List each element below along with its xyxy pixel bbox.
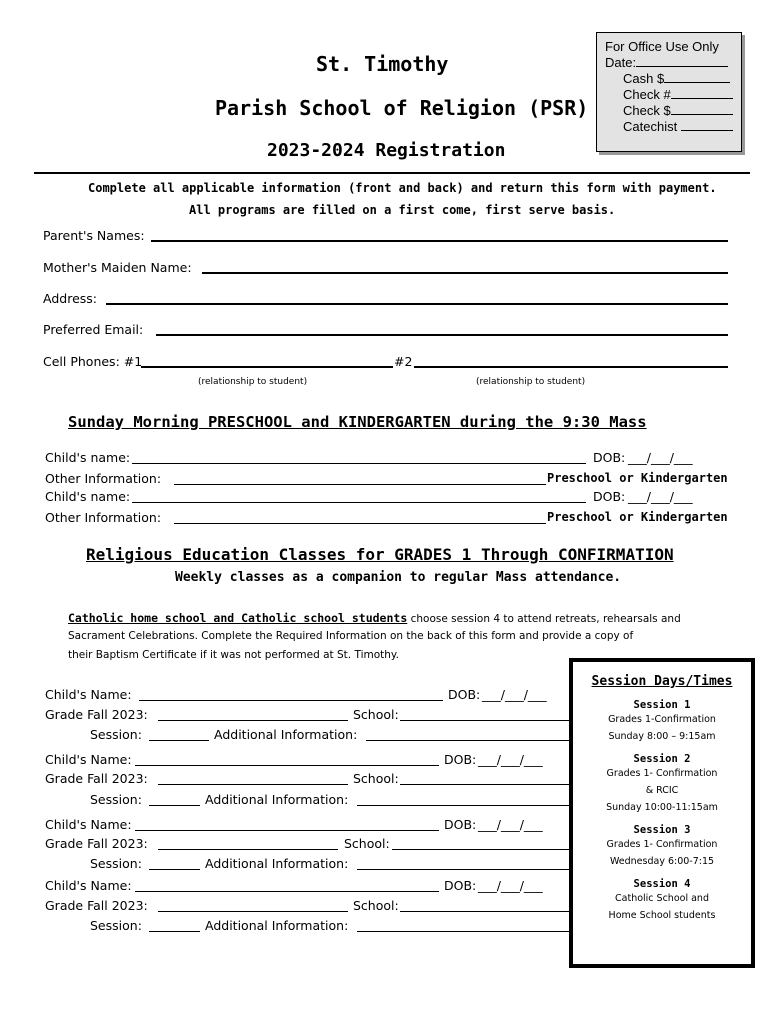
session-4-line-2: Home School students <box>608 910 716 921</box>
student-4-additional-field[interactable] <box>357 931 570 932</box>
cell-phone-2-field[interactable] <box>414 366 728 368</box>
office-cash-field[interactable] <box>664 82 730 83</box>
student-2-dob-field[interactable]: ___/___/___ <box>478 752 543 767</box>
preschool-dob-2-field[interactable]: ___/___/___ <box>628 489 693 504</box>
student-1-name-field[interactable] <box>139 700 443 701</box>
student-4-grade-label: Grade Fall 2023: <box>45 898 148 913</box>
session-2-line-3: Sunday 10:00-11:15am <box>606 802 718 813</box>
religious-note-line-3: their Baptism Certificate if it was not performed at St. Timothy. <box>68 649 399 661</box>
student-1-name-label: Child's Name: <box>45 687 132 702</box>
student-4-name-label: Child's Name: <box>45 878 132 893</box>
office-date-label: Date: <box>605 55 637 70</box>
student-4-school-label: School: <box>353 898 399 913</box>
preschool-dob-1-field[interactable]: ___/___/___ <box>628 450 693 465</box>
session-times-box <box>569 658 755 968</box>
religious-ed-heading: Religious Education Classes for GRADES 1 Through CONFIRMATION <box>86 545 674 564</box>
email-field[interactable] <box>156 334 728 336</box>
student-4-dob-field[interactable]: ___/___/___ <box>478 878 543 893</box>
office-check-no-field[interactable] <box>671 98 733 99</box>
student-2-additional-label: Additional Information: <box>205 792 349 807</box>
student-1-additional-label: Additional Information: <box>214 727 358 742</box>
session-2-name: Session 2 <box>633 753 691 765</box>
preschool-dob-1-label: DOB: <box>593 450 626 465</box>
preschool-heading: Sunday Morning PRESCHOOL and KINDERGARTEN during the 9:30 Mass <box>68 413 647 431</box>
student-2-name-label: Child's Name: <box>45 752 132 767</box>
office-catechist-field[interactable] <box>681 130 733 131</box>
preschool-option-2[interactable]: Preschool or Kindergarten <box>547 510 728 524</box>
address-label: Address: <box>43 291 97 306</box>
office-check-amt-label: Check $ <box>623 103 671 118</box>
student-2-additional-field[interactable] <box>357 805 570 806</box>
religious-note-rest: choose session 4 to attend retreats, rehearsals and <box>407 613 681 625</box>
student-4-session-field[interactable] <box>149 931 200 932</box>
email-label: Preferred Email: <box>43 322 144 337</box>
office-date-field[interactable] <box>636 66 728 67</box>
religious-note-line-2: Sacrament Celebrations. Complete the Required Information on the back of this form and provide a copy of <box>68 630 634 642</box>
preschool-child-2-field[interactable] <box>132 502 586 503</box>
session-4-name: Session 4 <box>633 878 691 890</box>
maiden-name-label: Mother's Maiden Name: <box>43 260 192 275</box>
relationship-hint-2: (relationship to student) <box>476 377 586 387</box>
session-2-line-1: Grades 1- Confirmation <box>606 768 718 779</box>
student-2-grade-field[interactable] <box>158 784 348 785</box>
student-1-dob-label: DOB: <box>448 687 481 702</box>
student-3-additional-label: Additional Information: <box>205 856 349 871</box>
student-4-additional-label: Additional Information: <box>205 918 349 933</box>
student-1-school-label: School: <box>353 707 399 722</box>
preschool-other-1-label: Other Information: <box>45 471 162 486</box>
program-name: Parish School of Religion (PSR) <box>215 96 589 120</box>
student-3-session-label: Session: <box>90 856 142 871</box>
student-3-name-field[interactable] <box>135 830 439 831</box>
student-2-school-field[interactable] <box>400 784 570 785</box>
preschool-option-1[interactable]: Preschool or Kindergarten <box>547 471 728 485</box>
office-check-amt-field[interactable] <box>671 114 733 115</box>
religious-note-line-1 <box>68 611 681 625</box>
header-divider <box>34 172 750 174</box>
student-3-name-label: Child's Name: <box>45 817 132 832</box>
student-4-grade-field[interactable] <box>158 911 348 912</box>
preschool-other-2-field[interactable] <box>174 523 546 524</box>
student-3-dob-label: DOB: <box>444 817 477 832</box>
intro-line-1: Complete all applicable information (front and back) and return this form with payment. <box>88 181 717 195</box>
cell-phone-1-field[interactable] <box>141 366 393 368</box>
preschool-other-1-field[interactable] <box>174 484 546 485</box>
intro-line-2: All programs are filled on a first come, first serve basis. <box>189 203 616 217</box>
session-1-line-1: Grades 1-Confirmation <box>608 714 716 725</box>
student-1-dob-field[interactable]: ___/___/___ <box>482 687 547 702</box>
school-name: St. Timothy <box>316 52 449 76</box>
student-4-school-field[interactable] <box>400 911 570 912</box>
session-1-name: Session 1 <box>633 699 691 711</box>
student-2-name-field[interactable] <box>135 765 439 766</box>
session-4-line-1: Catholic School and <box>615 893 709 904</box>
office-cash-label: Cash $ <box>623 71 665 86</box>
student-2-grade-label: Grade Fall 2023: <box>45 771 148 786</box>
student-4-session-label: Session: <box>90 918 142 933</box>
student-2-session-field[interactable] <box>149 805 200 806</box>
student-2-dob-label: DOB: <box>444 752 477 767</box>
office-check-no-label: Check # <box>623 87 671 102</box>
session-3-name: Session 3 <box>633 824 691 836</box>
student-3-dob-field[interactable]: ___/___/___ <box>478 817 543 832</box>
session-3-line-1: Grades 1- Confirmation <box>606 839 718 850</box>
session-times-title: Session Days/Times <box>591 674 733 689</box>
parents-names-field[interactable] <box>151 240 728 242</box>
session-3-line-2: Wednesday 6:00-7:15 <box>609 856 715 867</box>
student-3-grade-field[interactable] <box>158 849 338 850</box>
student-2-school-label: School: <box>353 771 399 786</box>
parents-names-label: Parent's Names: <box>43 228 145 243</box>
student-1-grade-label: Grade Fall 2023: <box>45 707 148 722</box>
cell-phone-1-label: Cell Phones: #1 <box>43 354 143 369</box>
relationship-hint-1: (relationship to student) <box>198 377 308 387</box>
session-2-line-2: & RCIC <box>645 785 679 796</box>
preschool-child-2-label: Child's name: <box>45 489 131 504</box>
preschool-dob-2-label: DOB: <box>593 489 626 504</box>
student-1-school-field[interactable] <box>400 720 570 721</box>
student-1-session-field[interactable] <box>149 740 209 741</box>
religious-ed-subheading: Weekly classes as a companion to regular Mass attendance. <box>175 570 622 585</box>
student-3-additional-field[interactable] <box>357 869 570 870</box>
student-1-additional-field[interactable] <box>366 740 570 741</box>
student-2-session-label: Session: <box>90 792 142 807</box>
preschool-child-1-label: Child's name: <box>45 450 131 465</box>
religious-note-bold: Catholic home school and Catholic school students <box>68 611 408 625</box>
student-1-session-label: Session: <box>90 727 142 742</box>
preschool-child-1-field[interactable] <box>132 463 586 464</box>
form-title: 2023-2024 Registration <box>267 140 506 161</box>
student-3-school-field[interactable] <box>392 849 570 850</box>
office-catechist-label: Catechist <box>623 119 678 134</box>
student-4-dob-label: DOB: <box>444 878 477 893</box>
student-3-session-field[interactable] <box>149 869 200 870</box>
session-1-line-2: Sunday 8:00 – 9:15am <box>608 731 716 742</box>
office-title: For Office Use Only <box>605 39 719 54</box>
address-field[interactable] <box>106 303 728 305</box>
student-4-name-field[interactable] <box>135 891 439 892</box>
office-use-box <box>596 32 742 152</box>
cell-phone-2-label: #2 <box>394 354 413 369</box>
maiden-name-field[interactable] <box>202 272 728 274</box>
student-3-school-label: School: <box>344 836 390 851</box>
student-3-grade-label: Grade Fall 2023: <box>45 836 148 851</box>
preschool-other-2-label: Other Information: <box>45 510 162 525</box>
student-1-grade-field[interactable] <box>158 720 348 721</box>
